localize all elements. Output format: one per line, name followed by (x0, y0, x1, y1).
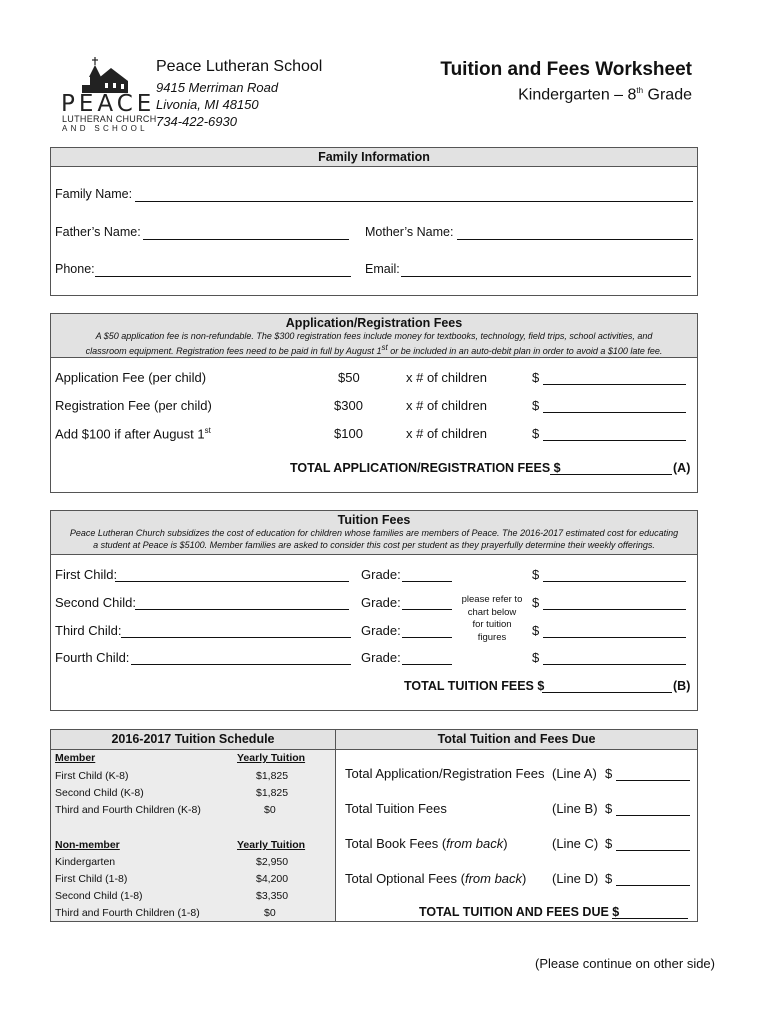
nonmember-column-header: Non-member (55, 839, 120, 851)
total-book-fees-line: (Line C) (552, 836, 599, 851)
total-app-fees-field[interactable] (616, 780, 690, 781)
nonmember-row-2-label: First Child (1-8) (55, 873, 128, 885)
total-app-fees-label: Total Application/Registration Fees (345, 766, 545, 781)
late-fee-field[interactable] (543, 440, 686, 441)
second-child-grade-label: Grade: (361, 595, 401, 610)
late-fee-dollar: $ (532, 426, 540, 441)
nonmember-row-3-label: Second Child (1-8) (55, 890, 143, 902)
member-column-header: Member (55, 752, 96, 764)
late-fee-label: Add $100 if after August 1st (55, 426, 211, 442)
total-optional-fees-label: Total Optional Fees (from back) (345, 871, 527, 886)
member-row-1-label: First Child (K-8) (55, 770, 129, 782)
tuition-total-tag: (B) (673, 679, 691, 693)
second-child-label: Second Child: (55, 595, 136, 610)
total-tuition-fees-dollar: $ (605, 801, 613, 816)
late-fee-multiplier: x # of children (406, 426, 487, 441)
phone-label: Phone: (55, 262, 95, 276)
member-row-2-value: $1,825 (256, 787, 289, 799)
fourth-child-grade-label: Grade: (361, 650, 401, 665)
nonmember-row-4-label: Third and Fourth Children (1-8) (55, 907, 200, 919)
mother-name-label: Mother’s Name: (365, 225, 454, 239)
total-book-fees-label: Total Book Fees (from back) (345, 836, 508, 851)
tuition-total-field[interactable] (542, 692, 672, 693)
tuition-fees-section (50, 510, 698, 711)
grand-total-field[interactable] (612, 918, 688, 919)
second-child-grade-field[interactable] (402, 609, 452, 610)
third-child-grade-field[interactable] (402, 637, 452, 638)
member-row-2-label: Second Child (K-8) (55, 787, 144, 799)
fourth-child-grade-field[interactable] (402, 664, 452, 665)
registration-fee-label: Registration Fee (per child) (55, 398, 212, 413)
father-name-field[interactable] (143, 239, 349, 240)
total-optional-fees-dollar: $ (605, 871, 613, 886)
third-child-dollar: $ (532, 623, 540, 638)
tuition-fees-note: Peace Lutheran Church subsidizes the cost of education for children whose families are members of Peace. The 2016-2017 estimated cost for educating a student at Peace is $5100. Member families are asked to consider this cost per student as they prayerfully determine their weekly offerings. (69, 528, 679, 550)
application-total-field[interactable] (550, 474, 672, 475)
total-optional-fees-line: (Line D) (552, 871, 599, 886)
second-child-dollar: $ (532, 595, 540, 610)
logo-word: PEACE (61, 91, 156, 117)
school-phone: 734-422-6930 (156, 114, 237, 129)
email-label: Email: (365, 262, 400, 276)
tuition-fees-header (51, 511, 697, 555)
application-fees-section (50, 313, 698, 493)
fourth-child-dollar: $ (532, 650, 540, 665)
tuition-fees-title: Tuition Fees (337, 513, 411, 527)
application-fee-amount: $50 (338, 370, 360, 385)
first-child-grade-field[interactable] (402, 581, 452, 582)
logo-line1: LUTHERAN CHURCH (62, 114, 157, 124)
second-child-amount-field[interactable] (543, 609, 686, 610)
fourth-child-amount-field[interactable] (543, 664, 686, 665)
member-yearly-header: Yearly Tuition (237, 752, 306, 764)
worksheet-grades: Kindergarten – 8th Grade (518, 86, 692, 104)
application-fee-field[interactable] (543, 384, 686, 385)
first-child-dollar: $ (532, 567, 540, 582)
first-child-grade-label: Grade: (361, 567, 401, 582)
tuition-total-label: TOTAL TUITION FEES $ (404, 679, 545, 693)
nonmember-row-1-label: Kindergarten (55, 856, 116, 868)
application-fees-header (51, 314, 697, 358)
fourth-child-field[interactable] (131, 664, 351, 665)
total-tuition-fees-label: Total Tuition Fees (345, 801, 447, 816)
member-row-1-value: $1,825 (256, 770, 289, 782)
school-name: Peace Lutheran School (156, 58, 323, 75)
tuition-schedule-header: 2016-2017 Tuition Schedule (51, 730, 335, 750)
member-row-3-label: Third and Fourth Children (K-8) (55, 804, 201, 816)
nonmember-row-1-value: $2,950 (256, 856, 289, 868)
total-tuition-fees-field[interactable] (616, 815, 690, 816)
family-name-label: Family Name: (55, 187, 133, 201)
father-name-label: Father’s Name: (55, 225, 141, 239)
nonmember-row-2-value: $4,200 (256, 873, 289, 885)
family-info-header: Family Information (51, 148, 697, 167)
school-street: 9415 Merriman Road (156, 80, 279, 95)
third-child-grade-label: Grade: (361, 623, 401, 638)
registration-fee-multiplier: x # of children (406, 398, 487, 413)
total-app-fees-line: (Line A) (552, 766, 597, 781)
phone-field[interactable] (95, 276, 351, 277)
totals-header: Total Tuition and Fees Due (336, 730, 697, 750)
family-info-section (50, 147, 698, 296)
nonmember-yearly-header: Yearly Tuition (237, 839, 306, 851)
first-child-amount-field[interactable] (543, 581, 686, 582)
third-child-amount-field[interactable] (543, 637, 686, 638)
application-total-tag: (A) (673, 461, 691, 475)
application-total-label: TOTAL APPLICATION/REGISTRATION FEES $ (290, 461, 561, 475)
church-building-icon (78, 55, 130, 95)
continue-note: (Please continue on other side) (535, 956, 715, 971)
late-fee-amount: $100 (334, 426, 363, 441)
nonmember-row-3-value: $3,350 (256, 890, 289, 902)
tuition-schedule-table (50, 729, 336, 922)
total-book-fees-field[interactable] (616, 850, 690, 851)
application-fee-label: Application Fee (per child) (55, 370, 207, 385)
registration-fee-dollar: $ (532, 398, 540, 413)
total-app-fees-dollar: $ (605, 766, 613, 781)
email-field[interactable] (401, 276, 691, 277)
first-child-field[interactable] (115, 581, 349, 582)
application-fee-dollar: $ (532, 370, 540, 385)
application-fee-multiplier: x # of children (406, 370, 487, 385)
family-name-field[interactable] (135, 201, 693, 202)
third-child-field[interactable] (121, 637, 351, 638)
logo-line2: AND SCHOOL (62, 124, 148, 133)
mother-name-field[interactable] (457, 239, 693, 240)
application-fees-note: A $50 application fee is non-refundable. The $300 registration fees include money for textbooks, technology, field trips, school activities, and classroom equipment. Registration fees need to be paid in full by August 1st or be included in an auto-debit plan in order to avoid a $100 late fee. (85, 331, 663, 356)
nonmember-row-4-value: $0 (264, 907, 276, 919)
worksheet-title: Tuition and Fees Worksheet (440, 59, 692, 80)
totals-section (335, 729, 698, 922)
member-row-3-value: $0 (264, 804, 276, 816)
total-tuition-fees-line: (Line B) (552, 801, 598, 816)
fourth-child-label: Fourth Child: (55, 650, 130, 665)
registration-fee-field[interactable] (543, 412, 686, 413)
second-child-field[interactable] (135, 609, 349, 610)
grand-total-label: TOTAL TUITION AND FEES DUE $ (419, 905, 620, 919)
total-book-fees-dollar: $ (605, 836, 613, 851)
school-city: Livonia, MI 48150 (156, 97, 259, 112)
registration-fee-amount: $300 (334, 398, 363, 413)
tuition-refer-note: please refer to chart below for tuition figures (461, 594, 523, 643)
first-child-label: First Child: (55, 567, 118, 582)
third-child-label: Third Child: (55, 623, 122, 638)
total-optional-fees-field[interactable] (616, 885, 690, 886)
application-fees-title: Application/Registration Fees (285, 316, 463, 330)
